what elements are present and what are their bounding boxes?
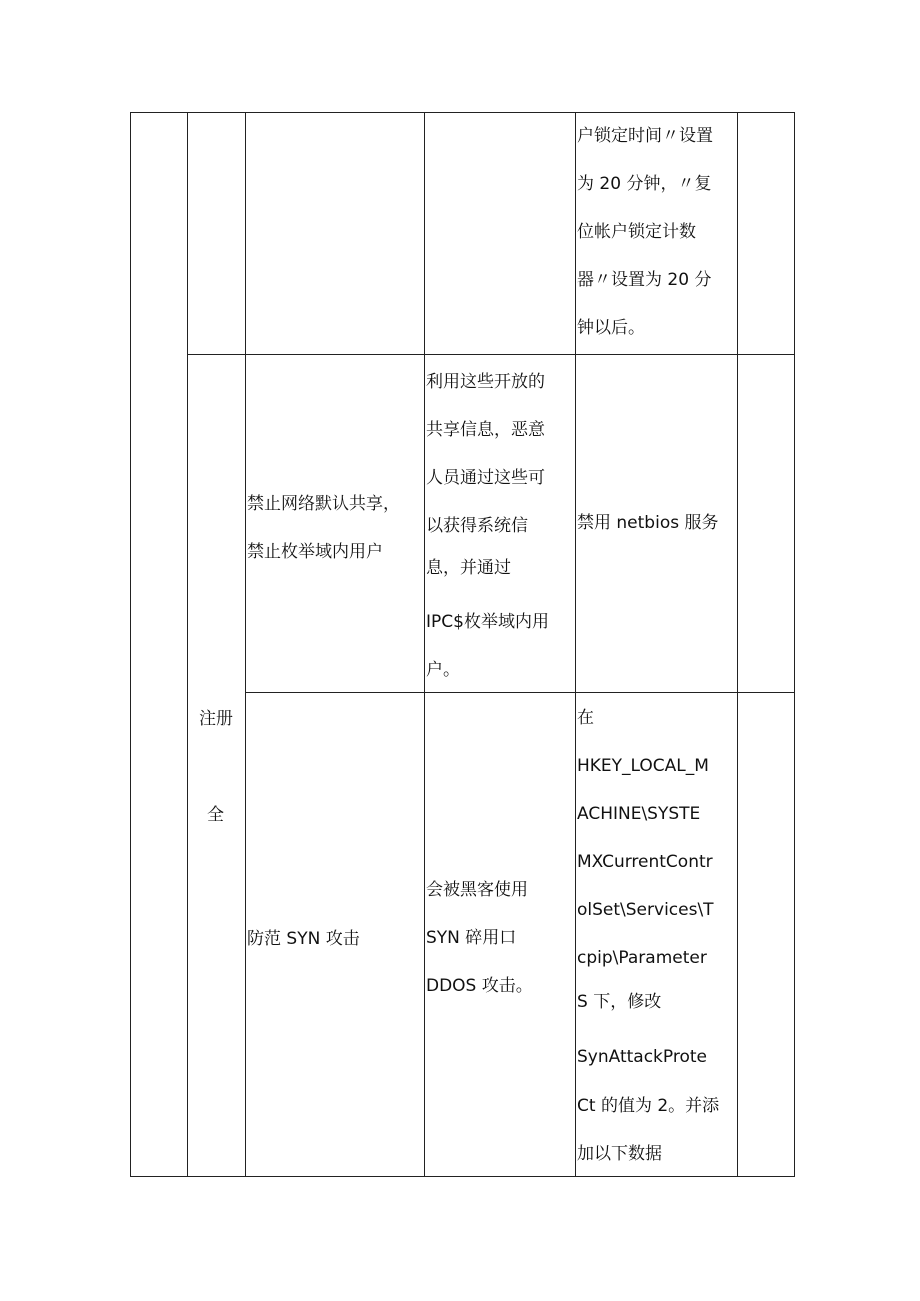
measure-line: SynAttackProte — [577, 1047, 707, 1067]
measure-line: S 下，修改 — [577, 992, 662, 1012]
table-border-top — [130, 112, 795, 113]
risk-line: DDOS 攻击。 — [426, 976, 533, 996]
column-divider — [245, 112, 246, 1177]
measure-line: ACHINE\SYSTE — [577, 804, 701, 824]
risk-line: 息，并通过 — [426, 558, 511, 578]
table-border-right — [794, 112, 795, 1177]
row-divider — [245, 692, 795, 693]
table-border-left — [130, 112, 131, 1177]
item-line: 禁止网络默认共享， — [247, 494, 400, 514]
risk-line: 户。 — [426, 660, 460, 680]
risk-line: IPC$枚举域内用 — [426, 612, 549, 632]
measure-line: Ct 的值为 2。并添 — [577, 1096, 720, 1116]
risk-line: 共享信息，恶意 — [426, 420, 545, 440]
risk-line: 会被黑客使用 — [426, 880, 528, 900]
measure-line: 钟以后。 — [577, 318, 645, 338]
table-border-bottom — [130, 1176, 795, 1177]
measure-line: cpip\Parameter — [577, 948, 707, 968]
measure-line: 在 — [577, 708, 594, 728]
column-divider — [575, 112, 576, 1177]
category-line: 全 — [207, 805, 224, 825]
risk-line: SYN 碎用口 — [426, 928, 517, 948]
risk-line: 以获得系统信 — [426, 516, 528, 536]
category-line: 注册 — [199, 709, 233, 729]
measure-line: 为 20 分钟，〃复 — [577, 174, 712, 194]
risk-line: 人员通过这些可 — [426, 468, 545, 488]
item-line: 防范 SYN 攻击 — [247, 929, 360, 949]
column-divider — [424, 112, 425, 1177]
column-divider — [187, 112, 188, 1177]
measure-line: 加以下数据 — [577, 1144, 662, 1164]
measure-line: 禁用 netbios 服务 — [577, 513, 719, 533]
item-line: 禁止枚举域内用户 — [247, 542, 383, 562]
column-divider — [737, 112, 738, 1177]
measure-line: 器〃设置为 20 分 — [577, 270, 712, 290]
measure-line: MXCurrentContr — [577, 852, 713, 872]
measure-line: HKEY_LOCAL_M — [577, 756, 709, 776]
risk-line: 利用这些开放的 — [426, 372, 545, 392]
measure-line: 位帐户锁定计数 — [577, 222, 696, 242]
measure-line: 户锁定时间〃设置 — [577, 126, 713, 146]
row-divider — [187, 354, 795, 355]
measure-line: olSet\Services\T — [577, 900, 714, 920]
